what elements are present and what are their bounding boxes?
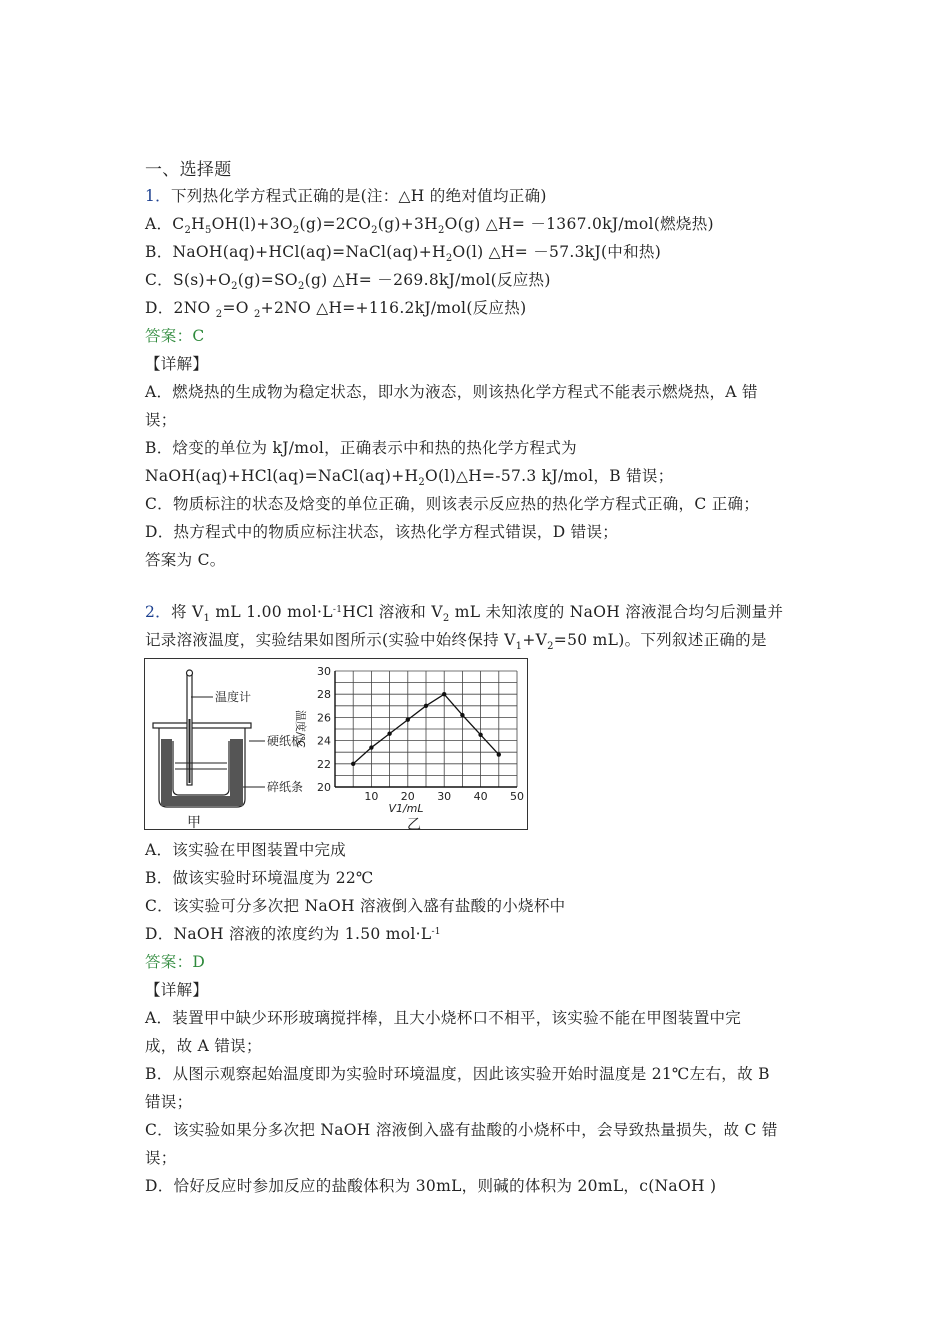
y-tick-label: 22 <box>317 757 331 771</box>
q1-exp-b-seg: O(l)△H=-57.3 kJ/mol，B 错误； <box>425 467 674 485</box>
q1-opt-a-seg: H <box>191 215 205 233</box>
data-point <box>424 704 428 708</box>
label-thermometer: 温度计 <box>215 690 252 704</box>
q2-stem-seg: mL 未知浓度的 NaOH 溶液混合均匀后测量并 <box>449 603 784 621</box>
q1-opt-b-seg: O(l) △H= －57.3kJ(中和热) <box>452 243 662 261</box>
q1-option-b <box>145 242 661 262</box>
x-tick-label: 20 <box>400 790 415 803</box>
paper-strips-right <box>230 739 243 805</box>
q2-number: 2． <box>145 603 171 621</box>
q2-stem-sup: -1 <box>332 605 343 615</box>
q2-stem-seg: 将 V <box>170 603 204 621</box>
q2-stem2-sub: 1 <box>515 641 523 652</box>
q2-explanation-b-cont: 错误； <box>145 1093 193 1111</box>
q1-explanation-a: A．燃烧热的生成物为稳定状态，即水为液态，则该热化学方程式不能表示燃烧热，A 错 <box>145 383 758 401</box>
q2-option-b: B．做该实验时环境温度为 22℃ <box>145 869 374 887</box>
q2-stem2-seg: +V <box>522 631 548 649</box>
q1-opt-a-sub: 2 <box>371 225 378 236</box>
data-point <box>351 762 355 766</box>
q1-opt-d-sub: 2 <box>215 309 223 320</box>
temperature-chart <box>294 665 524 815</box>
data-point <box>442 692 446 696</box>
y-tick-label: 26 <box>317 711 331 725</box>
q1-opt-a-seg: O(g) △H= －1367.0kJ/mol(燃烧热) <box>444 215 714 233</box>
q1-opt-a-sub: 2 <box>437 225 445 236</box>
q1-opt-a-sub: 5 <box>204 225 212 236</box>
q2-stem2-sub: 2 <box>547 641 554 652</box>
x-tick-label: 10 <box>364 790 379 803</box>
q1-detail-title: 【详解】 <box>145 355 209 373</box>
cardboard-lid <box>153 723 251 728</box>
q1-opt-a-sub: 2 <box>292 225 300 236</box>
q1-opt-a-seg: OH(l)+3O <box>211 215 293 233</box>
q2-explanation-a: A．装置甲中缺少环形玻璃搅拌棒，且大小烧杯口不相平，该实验不能在甲图装置中完 <box>145 1009 742 1027</box>
q1-stem-text: 下列热化学方程式正确的是(注：△H 的绝对值均正确) <box>170 187 547 205</box>
q1-opt-c-sub: 2 <box>297 281 305 292</box>
caption-yi: 乙 <box>407 817 421 831</box>
q1-opt-c-seg: (g)=SO <box>237 271 298 289</box>
q1-opt-d-seg: =O <box>222 299 254 317</box>
q1-option-a <box>145 214 714 234</box>
x-axis-title: V1/mL <box>388 802 424 815</box>
label-paper-strips: 碎纸条 <box>267 780 304 794</box>
q1-exp-b-seg: NaOH(aq)+HCl(aq)=NaCl(aq)+H <box>145 467 419 485</box>
q1-opt-a-seg: A．C <box>145 215 185 233</box>
q1-opt-a-seg: (g)+3H <box>377 215 438 233</box>
data-point <box>387 731 391 735</box>
q1-conclusion: 答案为 C。 <box>145 551 226 569</box>
q1-explanation-d: D．热方程式中的物质应标注状态，该热化学方程式错误，D 错误； <box>145 523 619 541</box>
x-tick-label: 50 <box>510 790 524 803</box>
paper-strips-left <box>161 739 172 805</box>
y-tick-label: 24 <box>317 734 331 748</box>
q2-explanation-b: B．从图示观察起始温度即为实验时环境温度，因此该实验开始时温度是 21℃左右，故 B <box>145 1065 770 1083</box>
data-point <box>497 752 501 756</box>
section-title: 一、选择题 <box>145 160 232 180</box>
q2-option-c: C．该实验可分多次把 NaOH 溶液倒入盛有盐酸的小烧杯中 <box>145 897 566 915</box>
q2-stem-sub: 2 <box>442 613 450 624</box>
thermometer-top <box>187 670 193 676</box>
q1-opt-d-seg: D．2NO <box>145 299 216 317</box>
y-axis-title: 温度/℃ <box>294 709 307 749</box>
q2-explanation-c-cont: 误； <box>145 1149 177 1167</box>
q1-exp-b-sub: 2 <box>418 477 426 488</box>
q1-explanation-b-equation <box>145 466 674 486</box>
q1-explanation-a-cont: 误； <box>145 411 177 429</box>
figure-svg <box>145 659 529 831</box>
x-tick-label: 40 <box>473 790 488 803</box>
q1-opt-c-seg: C．S(s)+O <box>145 271 232 289</box>
data-point <box>369 745 373 749</box>
x-tick-label: 30 <box>437 790 452 803</box>
data-point <box>460 713 464 717</box>
q1-opt-a-seg: (g)=2CO <box>299 215 372 233</box>
q2-explanation-c: C．该实验如果分多次把 NaOH 溶液倒入盛有盐酸的小烧杯中，会导致热量损失，故 C 错 <box>145 1121 778 1139</box>
q2-stem-sub: 1 <box>203 613 211 624</box>
q1-opt-c-sub: 2 <box>231 281 238 292</box>
label-cardboard: 硬纸板 <box>267 734 304 748</box>
q1-option-c <box>145 270 551 290</box>
q1-opt-a-sub: 2 <box>184 225 192 236</box>
q2-stem-seg: mL 1.00 mol·L <box>210 603 333 621</box>
data-point <box>406 718 410 722</box>
q1-opt-b-sub: 2 <box>445 253 453 264</box>
q1-opt-c-seg: (g) △H= －269.8kJ/mol(反应热) <box>304 271 551 289</box>
q1-explanation-b: B．焓变的单位为 kJ/mol，正确表示中和热的热化学方程式为 <box>145 439 577 457</box>
q1-opt-d-sub: 2 <box>254 309 261 320</box>
q1-explanation-c: C．物质标注的状态及焓变的单位正确，则该表示反应热的热化学方程式正确，C 正确； <box>145 495 760 513</box>
q2-stem-seg: HCl 溶液和 V <box>342 603 443 621</box>
experiment-figure <box>144 658 528 830</box>
q2-stem-line-1 <box>145 602 783 622</box>
data-point <box>478 733 482 737</box>
q2-option-d <box>145 924 441 944</box>
q1-answer: 答案：C <box>145 327 205 345</box>
q1-opt-b-seg: B．NaOH(aq)+HCl(aq)=NaCl(aq)+H <box>145 243 446 261</box>
q2-stem2-seg: 记录溶液温度，实验结果如图所示(实验中始终保持 V <box>145 631 516 649</box>
y-tick-label: 20 <box>317 781 331 794</box>
q2-explanation-a-cont: 成，故 A 错误； <box>145 1037 262 1055</box>
q1-option-d <box>145 298 526 318</box>
q2-detail-title: 【详解】 <box>145 981 209 999</box>
y-tick-label: 30 <box>317 665 331 678</box>
q1-stem <box>145 186 547 206</box>
q1-number: 1． <box>145 187 171 205</box>
paper-strips-bottom <box>161 796 243 806</box>
q2-stem-line-2 <box>145 630 767 650</box>
y-tick-label: 28 <box>317 688 331 702</box>
q1-opt-d-seg: +2NO △H=+116.2kJ/mol(反应热) <box>260 299 527 317</box>
q2-answer: 答案：D <box>145 953 206 971</box>
q2-explanation-d: D．恰好反应时参加反应的盐酸体积为 30mL，则碱的体积为 20mL，c(NaOH ) <box>145 1177 717 1195</box>
q2-opt-d-seg: D．NaOH 溶液的浓度约为 1.50 mol·L <box>145 925 432 943</box>
q2-opt-d-sup: -1 <box>431 927 441 937</box>
q2-stem2-seg: =50 mL)。下列叙述正确的是 <box>553 631 767 649</box>
caption-jia: 甲 <box>187 815 201 831</box>
inner-beaker <box>173 741 229 795</box>
q2-option-a: A．该实验在甲图装置中完成 <box>145 841 347 859</box>
